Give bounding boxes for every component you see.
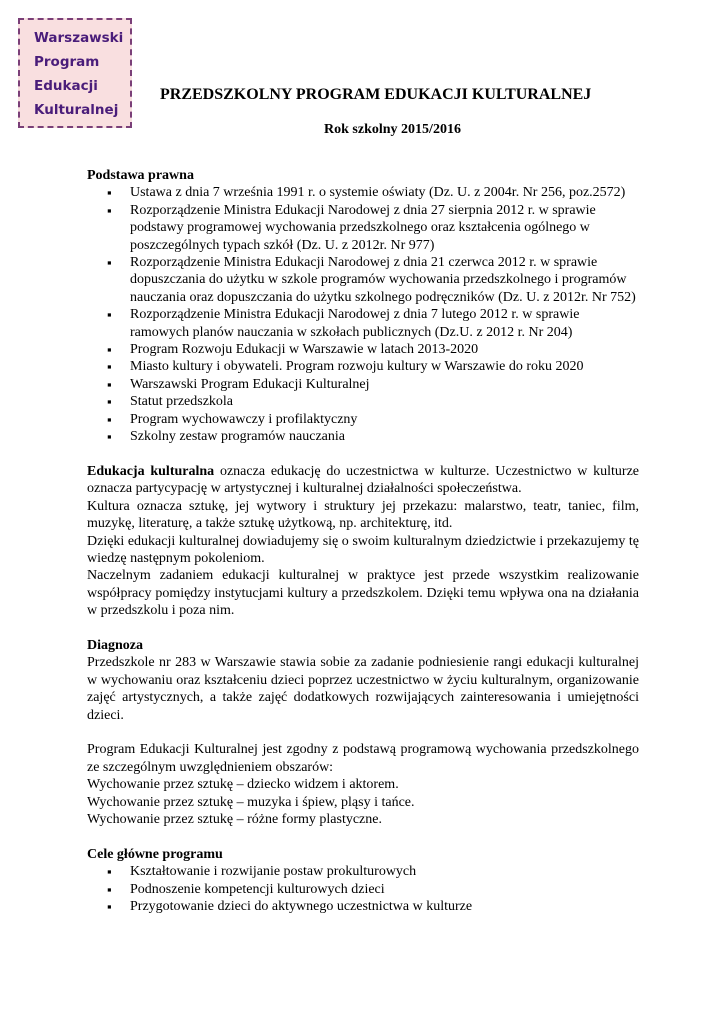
list-item: ▪ Warszawski Program Edukacji Kulturalnej [87,376,639,393]
definition-paragraph [87,463,639,498]
list-item: ▪ Kształtowanie i rozwijanie postaw prokulturowych [87,863,639,880]
list-item: ▪ Program Rozwoju Edukacji w Warszawie w latach 2013-2020 [87,341,639,358]
logo-line-4: Kulturalnej [34,102,119,118]
section-heading: Cele główne programu [87,846,223,862]
logo-line-2: Program [34,54,100,70]
logo-line-1: Warszawski [34,30,124,46]
list-item: ▪ Przygotowanie dzieci do aktywnego uczestnictwa w kulturze [87,898,639,915]
program-logo [18,18,132,128]
paragraph: Naczelnym zadaniem edukacji kulturalnej w praktyce jest przede wszystkim realizowanie współpracy pomiędzy instytucjami kultury a przedszkolem. Dzięki temu wpływa ona na działania w przedszkolu i poza nim. [87,568,639,619]
section-diagnoza [87,637,639,828]
section-heading: Podstawa prawna [87,168,194,183]
logo-line-3: Edukacji [34,78,98,94]
list-item: ▪ Program wychowawczy i profilaktyczny [87,411,639,428]
section-podstawa-prawna [87,167,639,446]
section-cele [87,846,639,916]
section-edukacja-kulturalna [87,463,639,620]
list-item: ▪ Ustawa z dnia 7 września 1991 r. o systemie oświaty (Dz. U. z 2004r. Nr 256, poz.2572) [87,184,639,201]
term-edukacja-kulturalna: Edukacja kulturalna [87,463,215,479]
area-line: Wychowanie przez sztukę – muzyka i śpiew, pląsy i tańce. [87,794,415,810]
list-item: ▪ Rozporządzenie Ministra Edukacji Narodowej z dnia 21 czerwca 2012 r. w sprawie dopuszczania do użytku w szkole programów wychowania przedszkolnego i programów nauczania oraz dopuszczania do użytku szkolnego podręczników (Dz. U. z 2012r. Nr 752) [87,254,639,306]
list-item: ▪ Statut przedszkola [87,393,639,410]
goals-list [87,863,639,915]
section-heading: Diagnoza [87,637,143,653]
legal-basis-list [87,184,639,445]
definition-text: oznacza edukację do uczestnictwa w kulturze. Uczestnictwo w kulturze oznacza partycypację w artystycznej i kulturalnej działalności społeczeństwa. [87,463,640,497]
area-line: Wychowanie przez sztukę – różne formy plastyczne. [87,811,382,827]
paragraph: Dzięki edukacji kulturalnej dowiadujemy się o swoim kulturalnym dziedzictwie i przekazujemy tę wiedzę następnym pokoleniom. [87,533,639,566]
document-title: PRZEDSZKOLNY PROGRAM EDUKACJI KULTURALNEJ [160,86,592,103]
paragraph: Kultura oznacza sztukę, jej wytwory i struktury jej przekazu: malarstwo, teatr, taniec, film, muzykę, literaturę, a także sztukę użytkową, np. architekturę, itd. [87,498,639,532]
list-item: ▪ Rozporządzenie Ministra Edukacji Narodowej z dnia 27 sierpnia 2012 r. w sprawie podstawy programowej wychowania przedszkolnego oraz kształcenia ogólnego w poszczególnych typach szkół (Dz. U. z 2012r. Nr 977) [87,202,639,254]
list-item: ▪ Podnoszenie kompetencji kulturowych dzieci [87,881,639,898]
paragraph: Przedszkole nr 283 w Warszawie stawia sobie za zadanie podniesienie rangi edukacji kulturalnej w wychowaniu oraz kształceniu dzieci poprzez uczestnictwo w życiu kulturalnym, organizowanie zajęć artystycznych, a także zajęć dodatkowych rozwijających zainteresowania i umiejętności dzieci. [87,655,639,723]
school-year: Rok szkolny 2015/2016 [324,122,461,137]
list-item: ▪ Szkolny zestaw programów nauczania [87,428,639,445]
list-item: ▪ Rozporządzenie Ministra Edukacji Narodowej z dnia 7 lutego 2012 r. w sprawie ramowych planów nauczania w szkołach publicznych (Dz.U. z 2012 r. Nr 204) [87,306,639,341]
list-item: ▪ Miasto kultury i obywateli. Program rozwoju kultury w Warszawie do roku 2020 [87,358,639,375]
paragraph: Program Edukacji Kulturalnej jest zgodny z podstawą programową wychowania przedszkolnego ze szczególnym uwzględnieniem obszarów: [87,742,639,775]
area-line: Wychowanie przez sztukę – dziecko widzem i aktorem. [87,777,399,793]
document-body [87,167,639,915]
